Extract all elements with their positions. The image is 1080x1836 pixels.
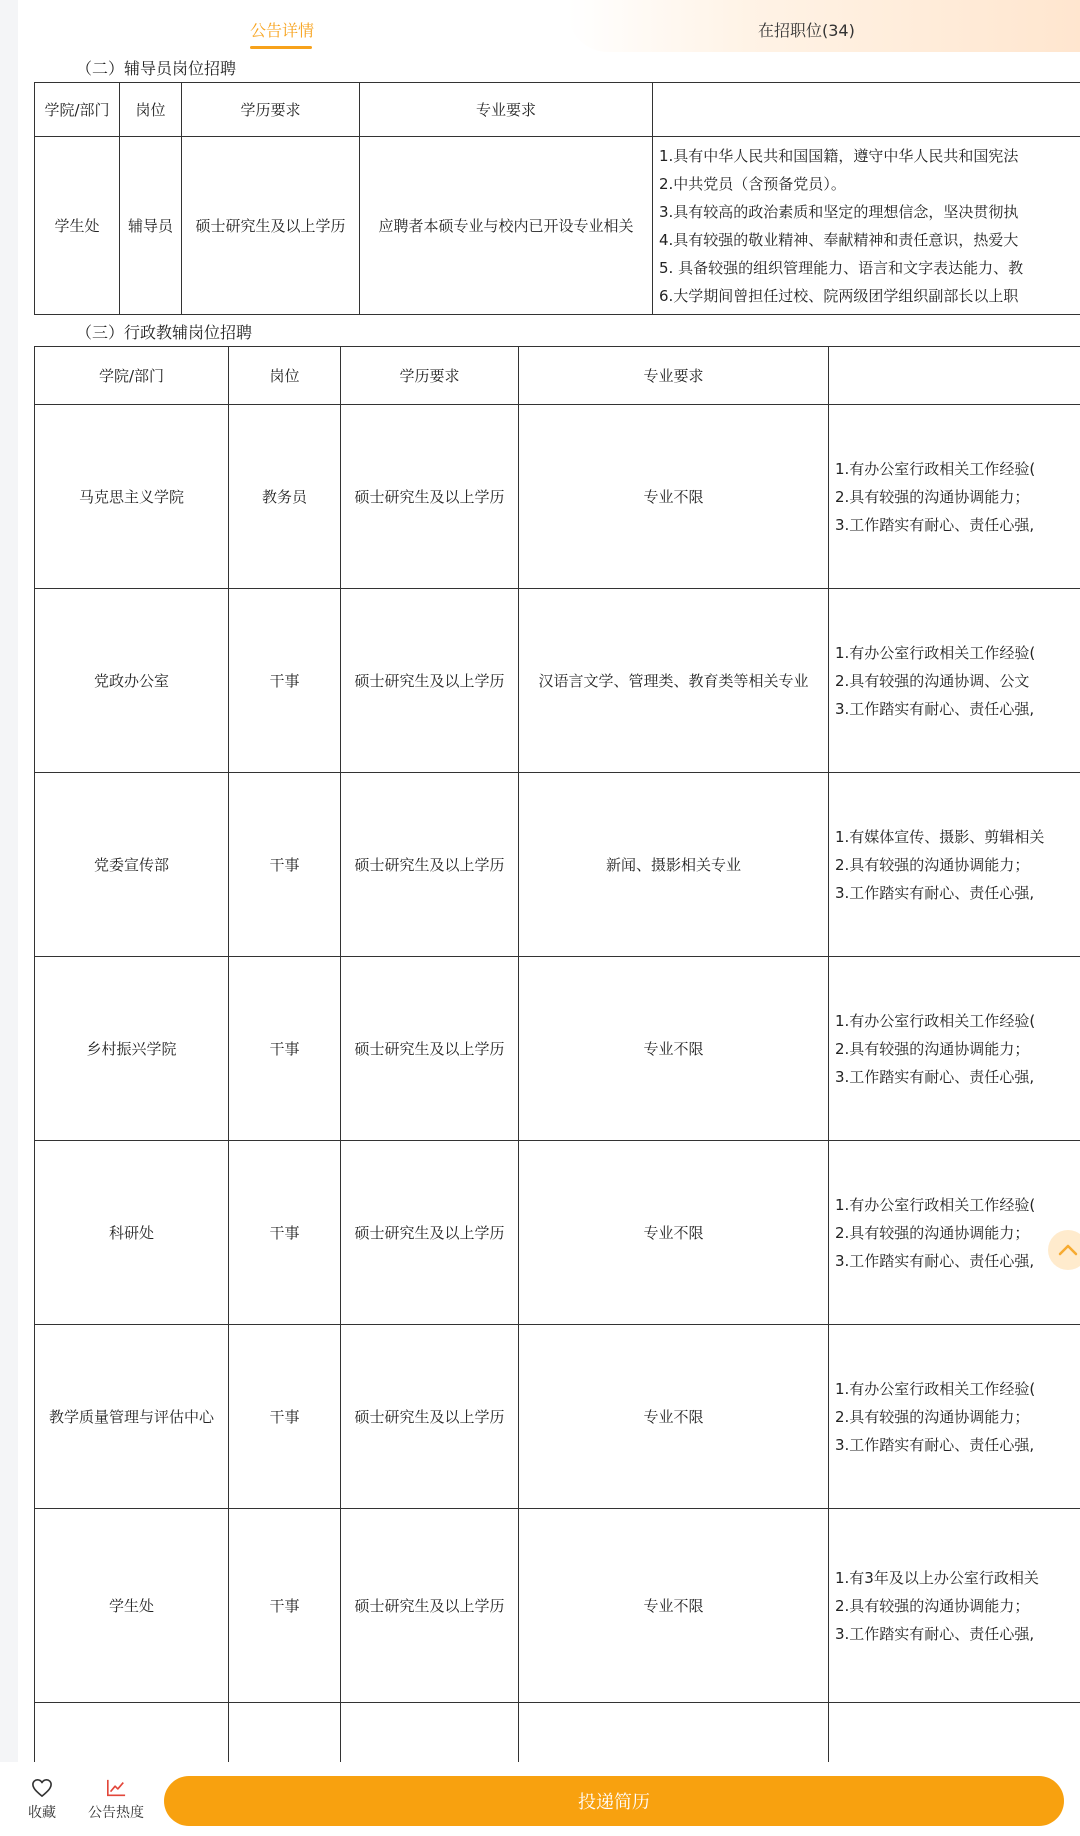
active-tab-indicator — [250, 46, 312, 49]
cell-education: 硕士研究生及以上学历 — [341, 405, 519, 589]
requirement-line: 1.有办公室行政相关工作经验( — [835, 1195, 1036, 1214]
cell-major: 专业不限 — [519, 1325, 829, 1509]
announcement-heat-button[interactable] — [84, 1778, 148, 1822]
tab-bar — [18, 0, 1080, 52]
cell-education: 硕士研究生及以上学历 — [341, 1509, 519, 1703]
requirement-line: 2.中共党员（含预备党员）。 — [659, 174, 846, 193]
header-dept: 学院/部门 — [35, 83, 120, 137]
cell-education: 硕士研究生及以上学历 — [182, 137, 360, 315]
requirement-line: 1.有3年及以上办公室行政相关 — [835, 1568, 1039, 1587]
tab-announcement-detail[interactable]: 公告详情 — [250, 21, 315, 40]
scroll-to-top-button[interactable] — [1048, 1230, 1080, 1270]
cell-dept: 党政办公室 — [35, 589, 229, 773]
header-post: 岗位 — [229, 347, 341, 405]
requirement-line: 5. 具备较强的组织管理能力、语言和文字表达能力、教 — [659, 258, 1024, 277]
trend-chart-icon — [105, 1778, 127, 1798]
cell-major: 专业不限 — [519, 957, 829, 1141]
cell-dept: 马克思主义学院 — [35, 405, 229, 589]
table-row — [35, 1325, 1080, 1509]
table-row — [35, 405, 1080, 589]
section-title-counselor: （二）辅导员岗位招聘 — [76, 59, 237, 78]
requirement-line: 3.工作踏实有耐心、责任心强, — [835, 1435, 1035, 1454]
cell-requirements — [829, 773, 1080, 957]
chevron-up-icon — [1056, 1238, 1080, 1262]
cell-major: 专业不限 — [519, 405, 829, 589]
cell-education: 硕士研究生及以上学历 — [341, 773, 519, 957]
cell-requirements — [653, 137, 1080, 315]
requirement-line: 3.具有较高的政治素质和坚定的理想信念，坚决贯彻执 — [659, 202, 1019, 221]
header-education: 学历要求 — [182, 83, 360, 137]
table-row — [35, 589, 1080, 773]
cell-dept: 学生处 — [35, 137, 120, 315]
section-title-administrative: （三）行政教辅岗位招聘 — [76, 323, 253, 342]
cell-post: 干事 — [229, 957, 341, 1141]
header-post: 岗位 — [120, 83, 182, 137]
cell-education: 硕士研究生及以上学历 — [341, 957, 519, 1141]
header-education: 学历要求 — [341, 347, 519, 405]
requirement-line: 2.具有较强的沟通协调能力； — [835, 855, 1030, 874]
cell-dept: 学生处 — [35, 1509, 229, 1703]
table-row — [35, 957, 1080, 1141]
table-row — [35, 1509, 1080, 1703]
cell-post: 辅导员 — [120, 137, 182, 315]
tab-open-positions[interactable]: 在招职位(34) — [758, 21, 855, 40]
table-row — [35, 1141, 1080, 1325]
header-requirements — [653, 83, 1080, 137]
administrative-positions-table — [34, 346, 1080, 1836]
announcement-page — [18, 0, 1080, 1836]
apply-resume-button[interactable]: 投递简历 — [164, 1776, 1064, 1826]
cell-major: 汉语言文学、管理类、教育类等相关专业 — [519, 589, 829, 773]
cell-post: 干事 — [229, 1325, 341, 1509]
cell-education: 硕士研究生及以上学历 — [341, 589, 519, 773]
cell-education: 硕士研究生及以上学历 — [341, 1325, 519, 1509]
cell-dept: 教学质量管理与评估中心 — [35, 1325, 229, 1509]
cell-requirements — [829, 957, 1080, 1141]
requirement-line: 2.具有较强的沟通协调、公文 — [835, 671, 1030, 690]
cell-post: 干事 — [229, 773, 341, 957]
requirement-line: 2.具有较强的沟通协调能力； — [835, 487, 1030, 506]
requirement-line: 1.具有中华人民共和国国籍，遵守中华人民共和国宪法 — [659, 146, 1019, 165]
cell-requirements — [829, 1509, 1080, 1703]
requirement-line: 2.具有较强的沟通协调能力； — [835, 1039, 1030, 1058]
requirement-line: 2.具有较强的沟通协调能力； — [835, 1223, 1030, 1242]
requirement-line: 3.工作踏实有耐心、责任心强, — [835, 1067, 1035, 1086]
requirement-line: 2.具有较强的沟通协调能力； — [835, 1407, 1030, 1426]
requirement-line: 1.有办公室行政相关工作经验( — [835, 1379, 1036, 1398]
cell-major: 专业不限 — [519, 1141, 829, 1325]
cell-post: 教务员 — [229, 405, 341, 589]
requirement-line: 1.有办公室行政相关工作经验( — [835, 459, 1036, 478]
table-row — [35, 773, 1080, 957]
cell-major: 专业不限 — [519, 1509, 829, 1703]
requirement-line: 3.工作踏实有耐心、责任心强, — [835, 699, 1035, 718]
cell-dept: 乡村振兴学院 — [35, 957, 229, 1141]
table-header-row — [35, 347, 1080, 405]
favorite-label: 收藏 — [28, 1805, 56, 1821]
header-dept: 学院/部门 — [35, 347, 229, 405]
table-header-row — [35, 83, 1080, 137]
header-requirements — [829, 347, 1080, 405]
cell-requirements — [829, 1325, 1080, 1509]
requirement-line: 6.大学期间曾担任过校、院两级团学组织副部长以上职 — [659, 286, 1019, 305]
table-row — [35, 137, 1080, 315]
cell-post: 干事 — [229, 1509, 341, 1703]
counselor-positions-table — [34, 82, 1080, 315]
cell-requirements — [829, 1141, 1080, 1325]
cell-requirements — [829, 589, 1080, 773]
cell-major: 新闻、摄影相关专业 — [519, 773, 829, 957]
cell-post: 干事 — [229, 589, 341, 773]
requirement-line: 1.有办公室行政相关工作经验( — [835, 1011, 1036, 1030]
header-major: 专业要求 — [360, 83, 653, 137]
favorite-button[interactable] — [20, 1778, 64, 1822]
heat-label: 公告热度 — [88, 1805, 144, 1821]
cell-requirements — [829, 405, 1080, 589]
bottom-action-bar — [0, 1762, 1080, 1836]
requirement-line: 3.工作踏实有耐心、责任心强, — [835, 1251, 1035, 1270]
cell-dept: 科研处 — [35, 1141, 229, 1325]
cell-dept: 党委宣传部 — [35, 773, 229, 957]
requirement-line: 4.具有较强的敬业精神、奉献精神和责任意识，热爱大 — [659, 230, 1019, 249]
requirement-line: 1.有办公室行政相关工作经验( — [835, 643, 1036, 662]
header-major: 专业要求 — [519, 347, 829, 405]
cell-education: 硕士研究生及以上学历 — [341, 1141, 519, 1325]
requirement-line: 1.有媒体宣传、摄影、剪辑相关 — [835, 827, 1045, 846]
requirement-line: 3.工作踏实有耐心、责任心强, — [835, 883, 1035, 902]
requirement-line: 2.具有较强的沟通协调能力； — [835, 1596, 1030, 1615]
requirement-line: 3.工作踏实有耐心、责任心强, — [835, 1624, 1035, 1643]
cell-major: 应聘者本硕专业与校内已开设专业相关 — [360, 137, 653, 315]
heart-icon — [31, 1778, 53, 1798]
cell-post: 干事 — [229, 1141, 341, 1325]
requirement-line: 3.工作踏实有耐心、责任心强, — [835, 515, 1035, 534]
